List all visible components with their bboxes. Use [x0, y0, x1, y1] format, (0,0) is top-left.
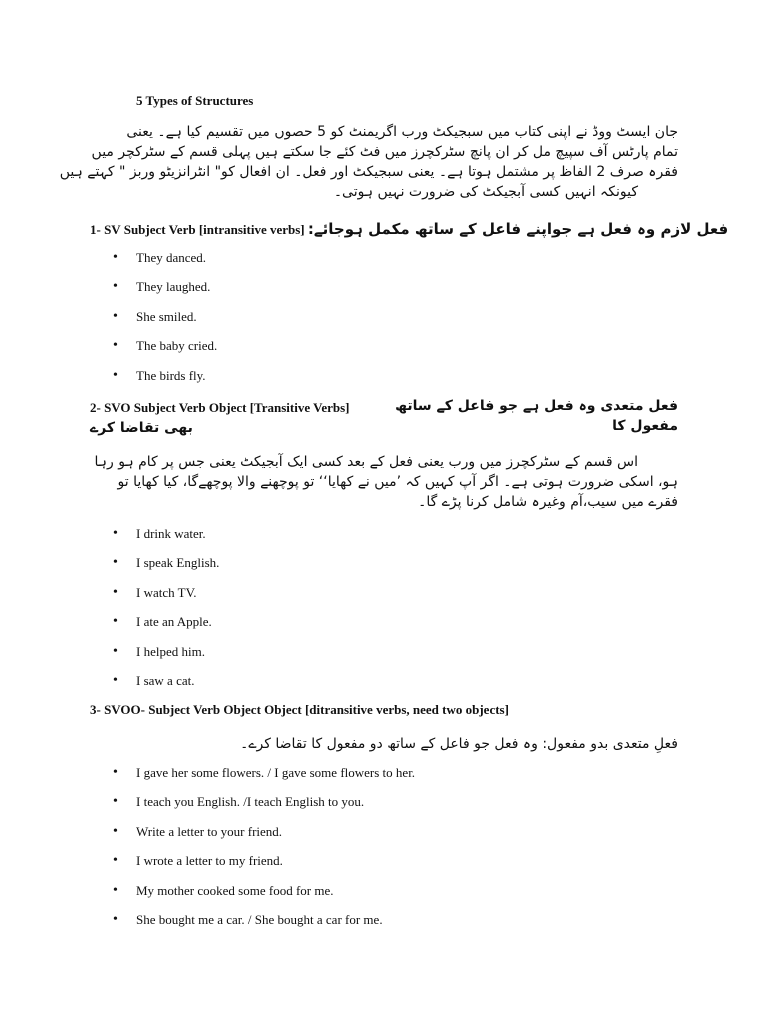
list-item: • The baby cried.	[113, 338, 217, 367]
list-item: • I wrote a letter to my friend.	[113, 853, 415, 882]
list-item: • They laughed.	[113, 279, 217, 308]
list-item: • I teach you English. /I teach English to you.	[113, 794, 415, 823]
list-item: • My mother cooked some food for me.	[113, 883, 415, 912]
section2-example-list	[113, 526, 219, 702]
list-item: • I saw a cat.	[113, 673, 219, 702]
section2-paragraph-line: فقرے میں سیب،آم وغیرہ شامل کرنا پڑے گا۔	[418, 494, 678, 510]
intro-paragraph-urdu	[59, 122, 678, 202]
section3-paragraph-line: فعلِ متعدی بدو مفعول: وہ فعل جو فاعل کے ساتھ دو مفعول کا تقاضا کرے۔	[240, 736, 678, 752]
section2-paragraph-line: اس قسم کے سٹرکچرز میں ورب یعنی فعل کے بعد کسی ایک آبجیکٹ یعنی جس پر کام ہو رہا	[94, 454, 638, 470]
section2-heading-english: 2- SVO Subject Verb Object [Transitive Verbs]	[90, 400, 350, 415]
list-item: • Write a letter to your friend.	[113, 824, 415, 853]
section1-heading-english: 1- SV Subject Verb [intransitive verbs]	[90, 222, 305, 237]
page-title: 5 Types of Structures	[136, 93, 254, 108]
list-item: • She bought me a car. / She bought a car for me.	[113, 912, 415, 941]
list-item: • I ate an Apple.	[113, 614, 219, 643]
section2-paragraph-urdu	[78, 452, 678, 512]
list-item: • The birds fly.	[113, 368, 217, 397]
list-item: • She smiled.	[113, 309, 217, 338]
section2-paragraph-line: ہو، اسکی ضرورت ہوتی ہے۔ اگر آپ کہیں کہ ’میں نے کھایا‘‘ تو پوچھنے والا پوچھےگا، کیا کھایا تو	[117, 474, 678, 490]
list-item: • I watch TV.	[113, 585, 219, 614]
section3-paragraph-urdu	[78, 734, 678, 754]
intro-line: کیونکہ انہیں کسی آبجیکٹ کی ضرورت نہیں ہوتی۔	[333, 184, 638, 200]
intro-line: تمام پارٹس آف سپیچ مل کر ان پانچ سٹرکچرز میں فٹ کئے جا سکتے ہیں پہلی قسم کے سٹرکچر میں	[91, 144, 678, 160]
intro-line: فقرہ صرف 2 الفاظ پر مشتمل ہوتا ہے۔ یعنی سبجیکٹ اور فعل۔ ان افعال کو" انٹرانزیٹو وربز " کہتے ہیں	[59, 164, 678, 180]
section3-example-list	[113, 765, 415, 941]
section2-heading-urdu-line: بھی تقاضا کرے	[90, 420, 193, 436]
section1-heading-urdu: فعل لازم وہ فعل ہے جواپنے فاعل کے ساتھ مکمل ہوجائے:	[307, 220, 729, 238]
section3-heading: 3- SVOO- Subject Verb Object Object [ditransitive verbs, need two objects]	[90, 702, 509, 717]
section2-heading-urdu-line: فعل متعدی وہ فعل ہے جو فاعل کے ساتھ مفعول کا	[395, 398, 678, 434]
section2-heading-urdu-continued	[90, 418, 193, 438]
list-item: • I speak English.	[113, 555, 219, 584]
section1-example-list	[113, 250, 217, 397]
list-item: • I gave her some flowers. / I gave some flowers to her.	[113, 765, 415, 794]
section2-heading-urdu	[378, 396, 678, 436]
list-item: • I drink water.	[113, 526, 219, 555]
list-item: • They danced.	[113, 250, 217, 279]
section1-heading	[90, 220, 728, 238]
list-item: • I helped him.	[113, 644, 219, 673]
intro-line: جان ایسٹ ووڈ نے اپنی کتاب میں سبجیکٹ ورب اگریمنٹ کو 5 حصوں میں تقسیم کیا ہے۔ یعنی	[126, 124, 678, 140]
